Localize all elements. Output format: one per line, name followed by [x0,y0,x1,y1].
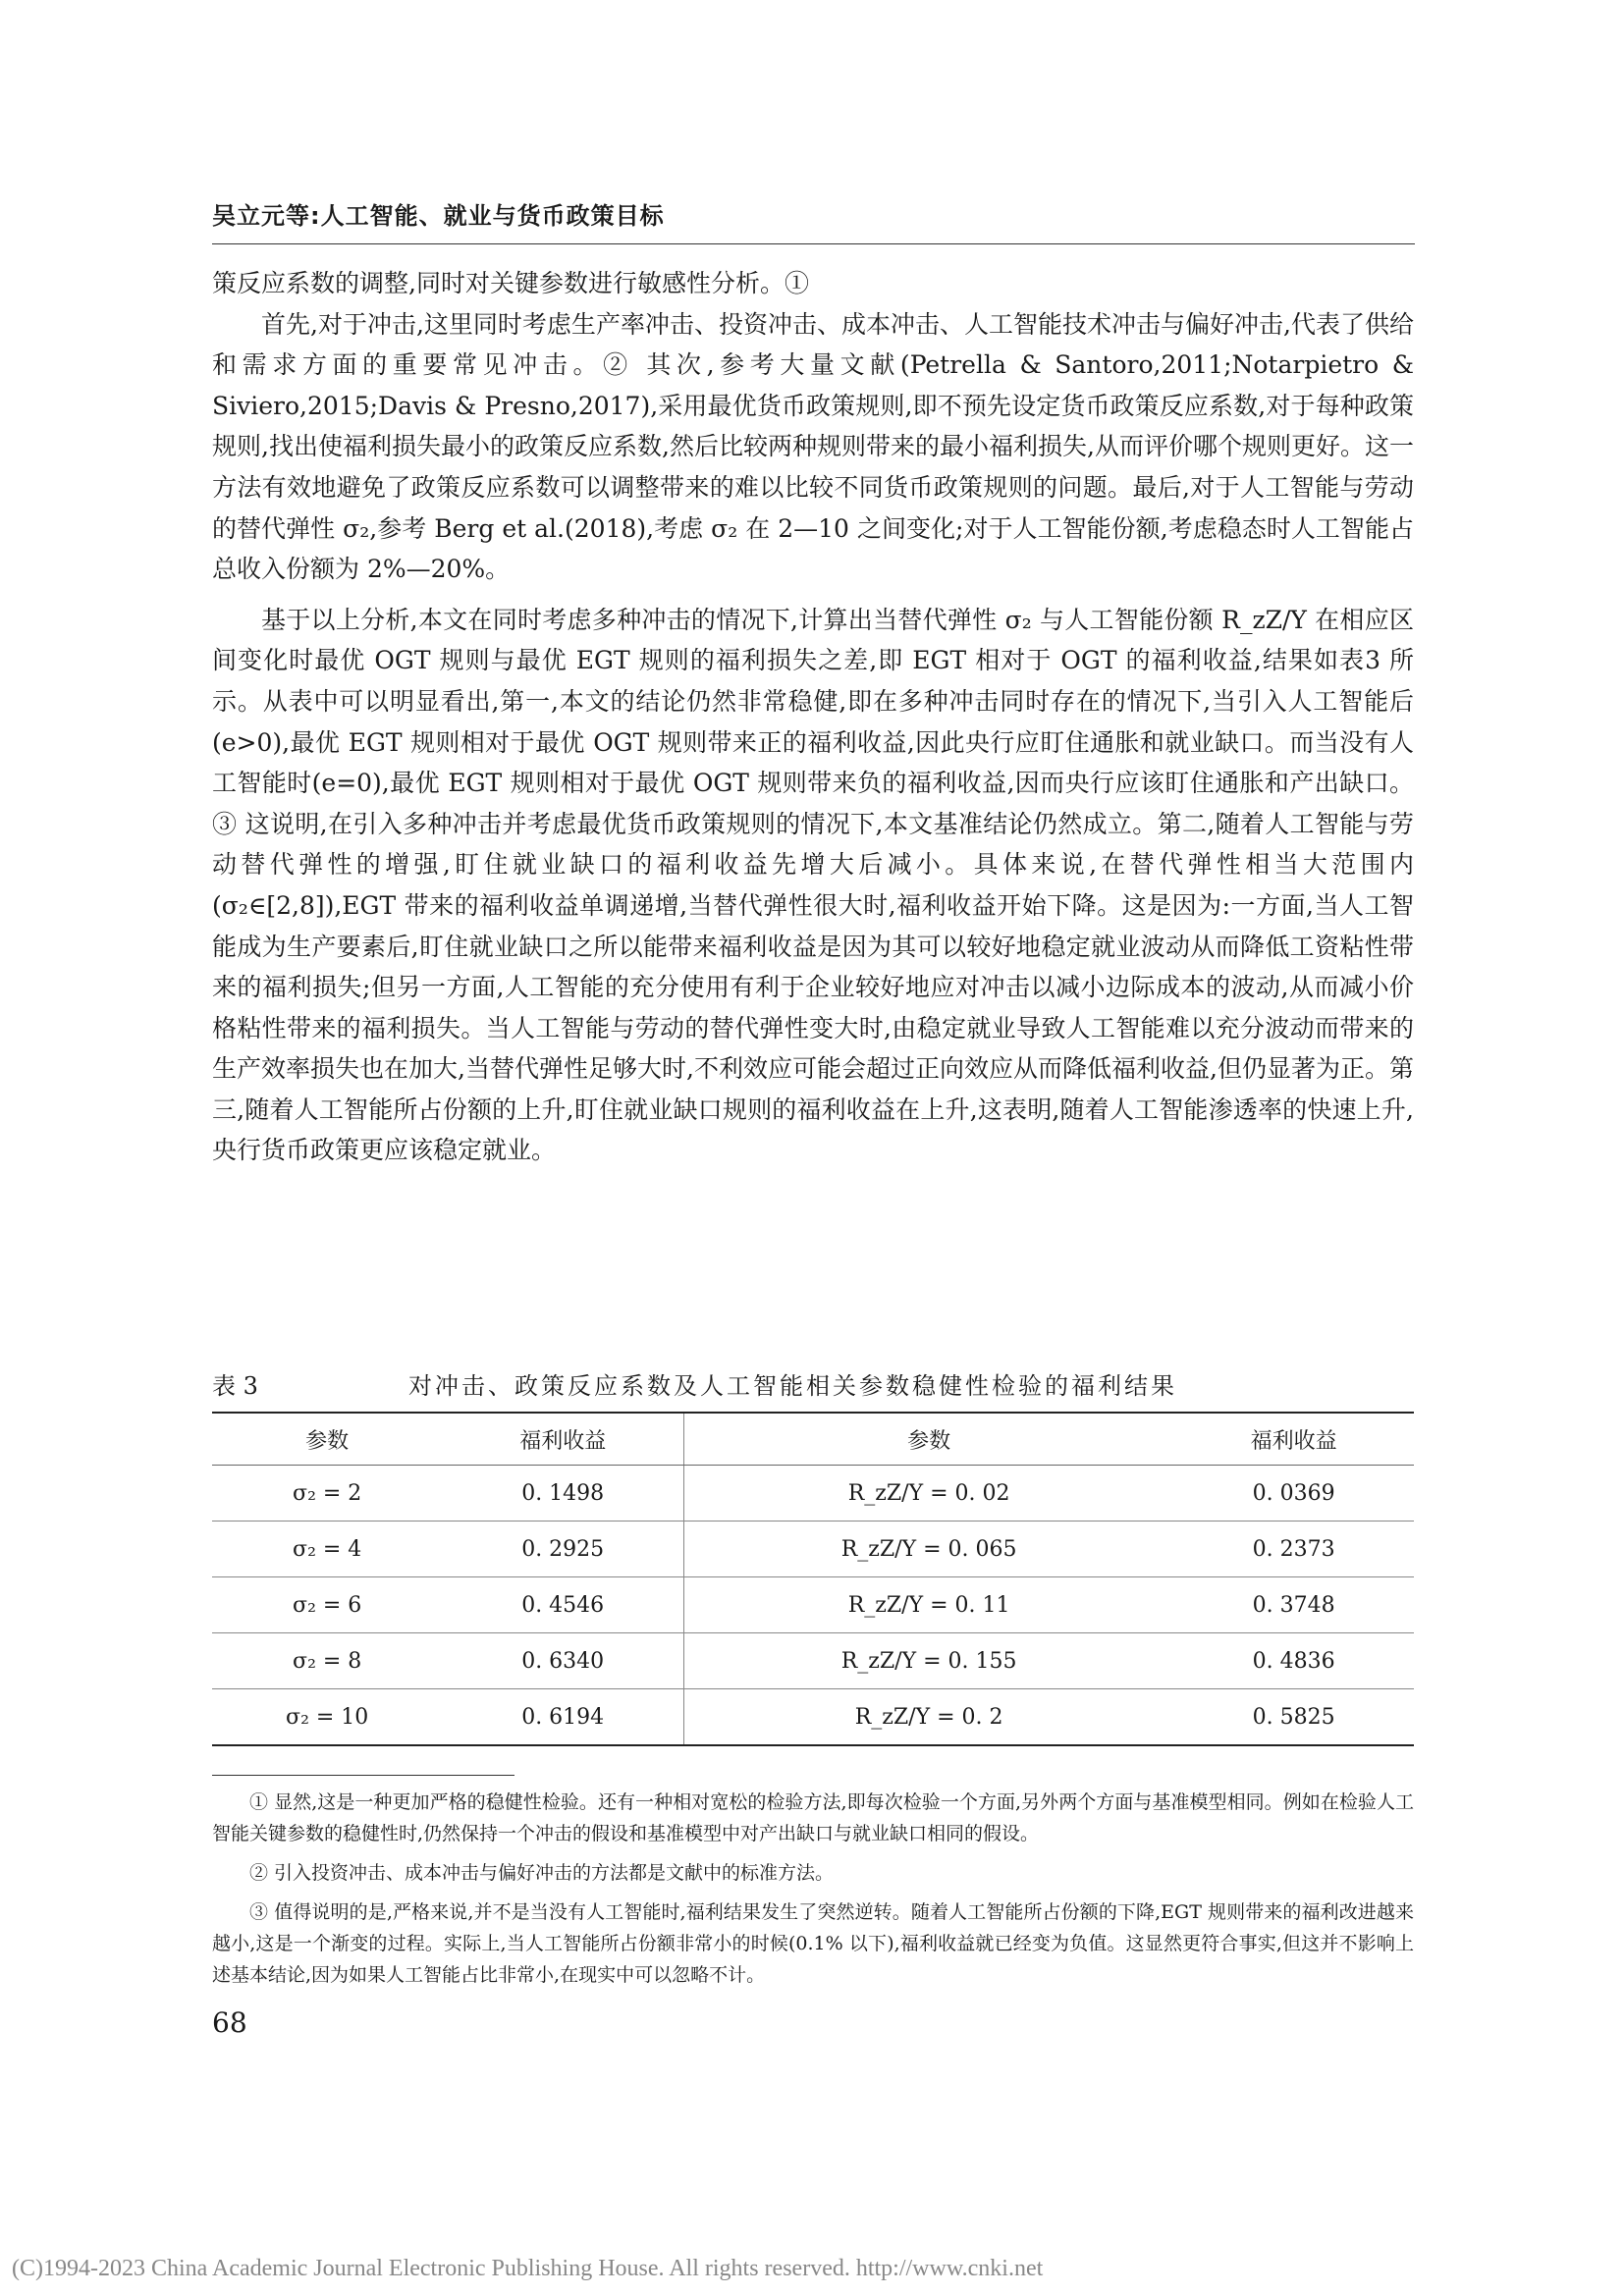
cell-welfare: 0. 2925 [442,1522,683,1577]
cell-welfare: 0. 2373 [1173,1522,1414,1577]
col-header-param-1: 参数 [212,1413,442,1466]
body-text [212,263,1414,1171]
footnotes [212,1787,1414,1999]
cell-share: R_zZ/Y = 0. 02 [684,1466,1174,1522]
col-header-welfare-2: 福利收益 [1173,1413,1414,1466]
footnote-1: ① 显然,这是一种更加严格的稳健性检验。还有一种相对宽松的检验方法,即每次检验一个方面,另外两个方面与基准模型相同。例如在检验人工智能关键参数的稳健性时,仍然保持一个冲击的假设和基准模型中对产出缺口与就业缺口相同的假设。 [212,1791,1414,1844]
cell-share: R_zZ/Y = 0. 2 [684,1689,1174,1746]
col-header-welfare-1: 福利收益 [442,1413,683,1466]
col-header-param-2: 参数 [684,1413,1174,1466]
table-number: 表 3 [212,1372,258,1400]
paragraph-3: 基于以上分析,本文在同时考虑多种冲击的情况下,计算出当替代弹性 σ₂ 与人工智能份额 R_zZ/Y 在相应区间变化时最优 OGT 规则与最优 EGT 规则的福利损失之差,即 EGT 相对于 OGT 的福利收益,结果如表3 所示。从表中可以明显看出,第一,本文的结论仍然非常稳健,即在多种冲击同时存在的情况下,当引入人工智能后(e>0),最优 EGT 规则相对于最优 OGT 规则带来正的福利收益,因此央行应盯住通胀和就业缺口。而当没有人工智能时(e=0),最优 EGT 规则相对于最优 OGT 规则带来负的福利收益,因而央行应该盯住通胀和产出缺口。③ 这说明,在引入多种冲击并考虑最优货币政策规则的情况下,本文基准结论仍然成立。第二,随着人工智能与劳动替代弹性的增强,盯住就业缺口的福利收益先增大后减小。具体来说,在替代弹性相当大范围内(σ₂∈[2,8]),EGT 带来的福利收益单调递增,当替代弹性很大时,福利收益开始下降。这是因为:一方面,当人工智能成为生产要素后,盯住就业缺口之所以能带来福利收益是因为其可以较好地稳定就业波动从而降低工资粘性带来的福利损失;但另一方面,人工智能的充分使用有利于企业较好地应对冲击以减小边际成本的波动,从而减小价格粘性带来的福利损失。当人工智能与劳动的替代弹性变大时,由稳定就业导致人工智能难以充分波动而带来的生产效率损失也在加大,当替代弹性足够大时,不利效应可能会超过正向效应从而降低福利收益,但仍显著为正。第三,随着人工智能所占份额的上升,盯住就业缺口规则的福利收益在上升,这表明,随着人工智能渗透率的快速上升,央行货币政策更应该稳定就业。 [212,605,1414,1165]
cell-welfare: 0. 1498 [442,1466,683,1522]
paragraph-1: 策反应系数的调整,同时对关键参数进行敏感性分析。① [212,269,809,297]
cell-sigma: σ₂ = 4 [212,1522,442,1577]
cell-sigma: σ₂ = 6 [212,1577,442,1633]
table-row [212,1689,1414,1746]
paragraph-2: 首先,对于冲击,这里同时考虑生产率冲击、投资冲击、成本冲击、人工智能技术冲击与偏好冲击,代表了供给和需求方面的重要常见冲击。② 其次,参考大量文献(Petrella & Santoro,2011;Notarpietro & Siviero,2015;Davis & Presno,2017),采用最优货币政策规则,即不预先设定货币政策反应系数,对于每种政策规则,找出使福利损失最小的政策反应系数,然后比较两种规则带来的最小福利损失,从而评价哪个规则更好。这一方法有效地避免了政策反应系数可以调整带来的难以比较不同货币政策规则的问题。最后,对于人工智能与劳动的替代弹性 σ₂,参考 Berg et al.(2018),考虑 σ₂ 在 2—10 之间变化;对于人工智能份额,考虑稳态时人工智能占总收入份额为 2%—20%。 [212,309,1414,584]
cell-share: R_zZ/Y = 0. 11 [684,1577,1174,1633]
cell-share: R_zZ/Y = 0. 065 [684,1522,1174,1577]
page-number: 68 [212,2006,247,2039]
robustness-table [212,1412,1414,1746]
copyright-watermark: (C)1994-2023 China Academic Journal Electronic Publishing House. All rights reserved. http://www.cnki.net [12,2256,1044,2281]
running-header: 吴立元等:人工智能、就业与货币政策目标 [212,202,665,230]
table-row [212,1577,1414,1633]
table-caption [212,1366,1414,1402]
cell-welfare: 0. 4546 [442,1577,683,1633]
footnote-2: ② 引入投资冲击、成本冲击与偏好冲击的方法都是文献中的标准方法。 [249,1862,835,1884]
cell-sigma: σ₂ = 8 [212,1633,442,1689]
cell-welfare: 0. 0369 [1173,1466,1414,1522]
cell-share: R_zZ/Y = 0. 155 [684,1633,1174,1689]
header-divider [212,243,1415,244]
footnote-divider [212,1775,514,1776]
table-header-row [212,1413,1414,1466]
footnote-3: ③ 值得说明的是,严格来说,并不是当没有人工智能时,福利结果发生了突然逆转。随着人工智能所占份额的下降,EGT 规则带来的福利改进越来越小,这是一个渐变的过程。实际上,当人工智能所占份额非常小的时候(0.1% 以下),福利收益就已经变为负值。这显然更符合事实,但这并不影响上述基本结论,因为如果人工智能占比非常小,在现实中可以忽略不计。 [212,1901,1414,1986]
table-row [212,1466,1414,1522]
cell-welfare: 0. 6340 [442,1633,683,1689]
cell-welfare: 0. 6194 [442,1689,683,1746]
table-row [212,1633,1414,1689]
cell-sigma: σ₂ = 2 [212,1466,442,1522]
table-title: 对冲击、政策反应系数及人工智能相关参数稳健性检验的福利结果 [408,1372,1177,1400]
table-row [212,1522,1414,1577]
cell-welfare: 0. 5825 [1173,1689,1414,1746]
cell-sigma: σ₂ = 10 [212,1689,442,1746]
cell-welfare: 0. 4836 [1173,1633,1414,1689]
cell-welfare: 0. 3748 [1173,1577,1414,1633]
